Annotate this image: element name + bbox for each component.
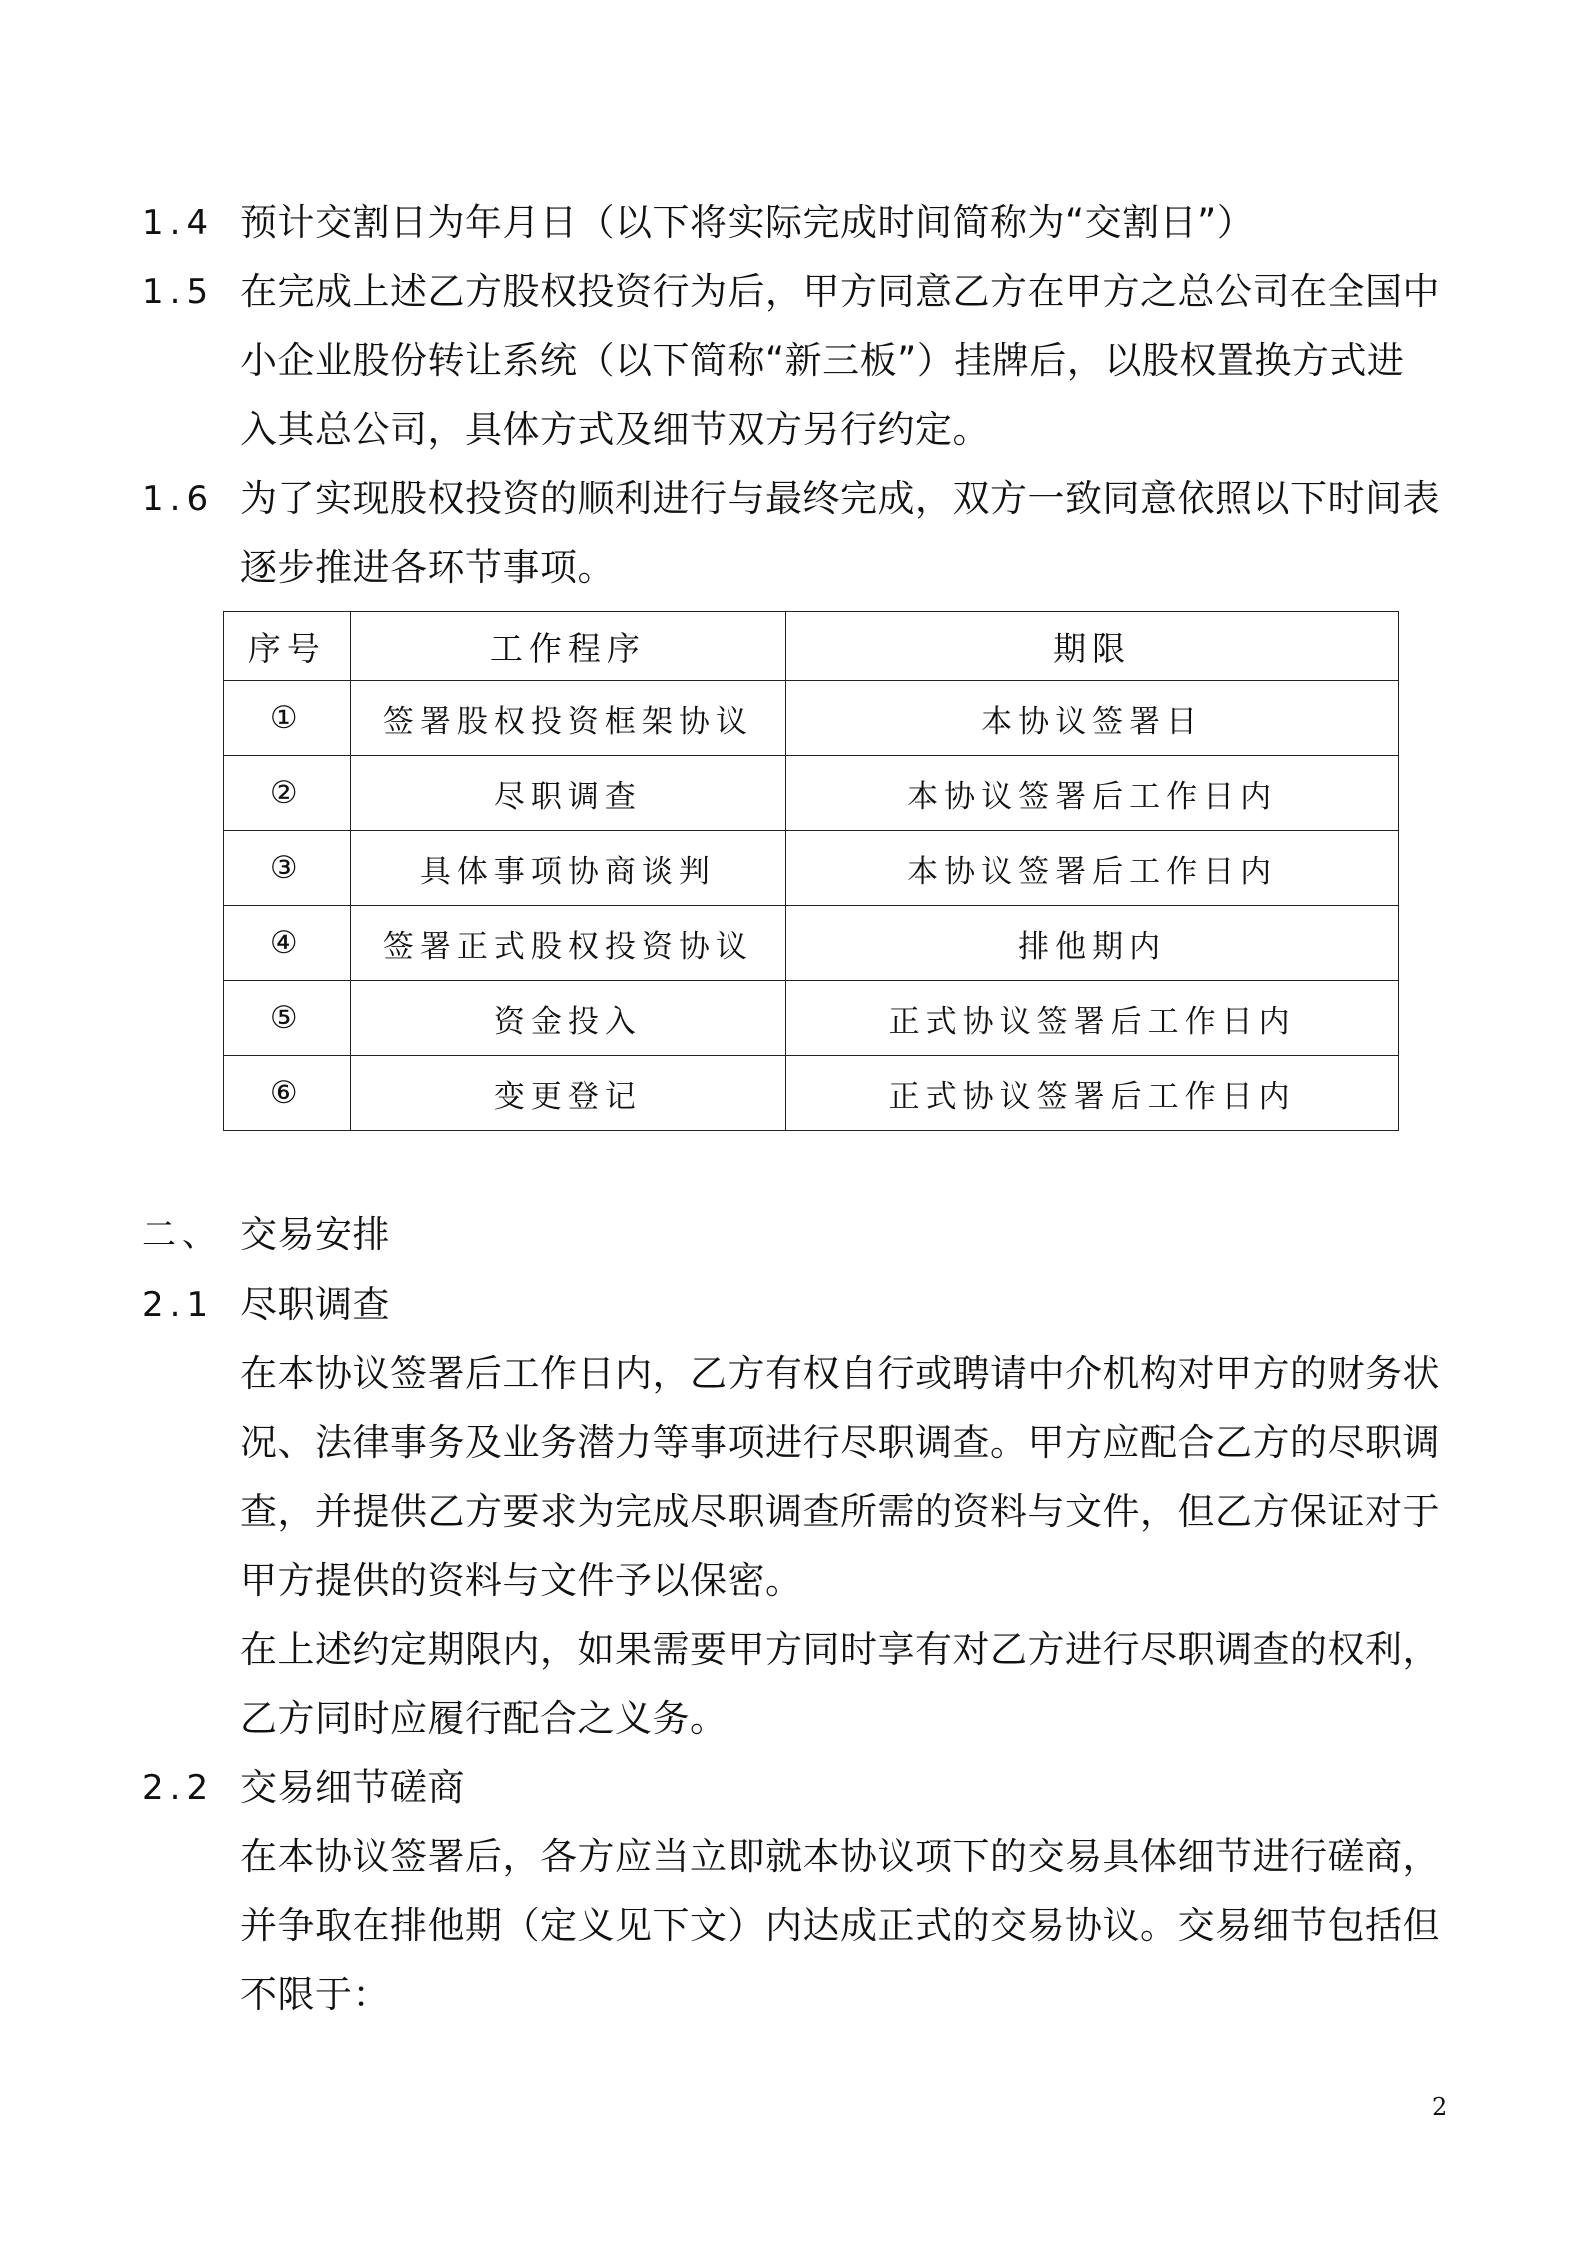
clause-text-line: 为了实现股权投资的顺利进行与最终完成，双方一致同意依照以下时间表 — [240, 477, 1440, 520]
table-row — [224, 756, 1399, 831]
table-row — [224, 906, 1399, 981]
cell-index: ④ — [224, 906, 351, 981]
table-row — [224, 831, 1399, 906]
clause-title: 尽职调查 — [240, 1283, 390, 1326]
clause-text-line: 在完成上述乙方股权投资行为后，甲方同意乙方在甲方之总公司在全国中 — [240, 270, 1440, 313]
clause-number: 1.6 — [142, 479, 215, 519]
header-cell-procedure: 工作程序 — [350, 612, 786, 681]
paragraph-line: 在本协议签署后工作日内，乙方有权自行或聘请中介机构对甲方的财务状 — [240, 1352, 1440, 1395]
paragraph-line: 不限于： — [240, 1973, 390, 2016]
clause-text-line: 预计交割日为年月日（以下将实际完成时间简称为“交割日”） — [240, 201, 1255, 244]
clause-text-line: 逐步推进各环节事项。 — [240, 546, 615, 589]
cell-procedure: 签署正式股权投资协议 — [350, 906, 786, 981]
cell-deadline: 正式协议签署后工作日内 — [786, 1056, 1399, 1131]
clause-number: 2.2 — [142, 1768, 215, 1808]
header-cell-index: 序号 — [224, 612, 351, 681]
cell-procedure: 资金投入 — [350, 981, 786, 1056]
paragraph-line: 在本协议签署后，各方应当立即就本协议项下的交易具体细节进行磋商， — [240, 1835, 1440, 1878]
section-title: 交易安排 — [240, 1213, 390, 1256]
table-header-row — [224, 612, 1399, 681]
paragraph-line: 况、法律事务及业务潜力等事项进行尽职调查。甲方应配合乙方的尽职调 — [240, 1421, 1440, 1464]
cell-index: ① — [224, 681, 351, 756]
cell-deadline: 本协议签署后工作日内 — [786, 756, 1399, 831]
section-number: 二、 — [142, 1215, 222, 1255]
clause-number: 1.5 — [142, 272, 215, 312]
paragraph-line: 在上述约定期限内，如果需要甲方同时享有对乙方进行尽职调查的权利， — [240, 1628, 1440, 1671]
cell-index: ⑤ — [224, 981, 351, 1056]
table-row — [224, 681, 1399, 756]
cell-deadline: 本协议签署日 — [786, 681, 1399, 756]
schedule-table — [223, 611, 1399, 1131]
cell-procedure: 签署股权投资框架协议 — [350, 681, 786, 756]
header-cell-deadline: 期限 — [786, 612, 1399, 681]
clause-title: 交易细节磋商 — [240, 1766, 465, 1809]
clause-number: 1.4 — [142, 203, 215, 243]
cell-procedure: 具体事项协商谈判 — [350, 831, 786, 906]
paragraph-line: 并争取在排他期（定义见下文）内达成正式的交易协议。交易细节包括但 — [240, 1904, 1440, 1947]
cell-index: ⑥ — [224, 1056, 351, 1131]
cell-deadline: 排他期内 — [786, 906, 1399, 981]
table-row — [224, 1056, 1399, 1131]
page-number: 2 — [1432, 2093, 1448, 2121]
cell-procedure: 变更登记 — [350, 1056, 786, 1131]
cell-deadline: 本协议签署后工作日内 — [786, 831, 1399, 906]
clause-number: 2.1 — [142, 1285, 215, 1325]
cell-deadline: 正式协议签署后工作日内 — [786, 981, 1399, 1056]
paragraph-line: 查，并提供乙方要求为完成尽职调查所需的资料与文件，但乙方保证对于 — [240, 1490, 1440, 1533]
paragraph-line: 甲方提供的资料与文件予以保密。 — [240, 1559, 803, 1602]
clause-text-line: 入其总公司，具体方式及细节双方另行约定。 — [240, 408, 990, 451]
paragraph-line: 乙方同时应履行配合之义务。 — [240, 1697, 728, 1740]
cell-procedure: 尽职调查 — [350, 756, 786, 831]
table-row — [224, 981, 1399, 1056]
cell-index: ② — [224, 756, 351, 831]
clause-text-line: 小企业股份转让系统（以下简称“新三板”）挂牌后，以股权置换方式进 — [240, 339, 1405, 382]
cell-index: ③ — [224, 831, 351, 906]
